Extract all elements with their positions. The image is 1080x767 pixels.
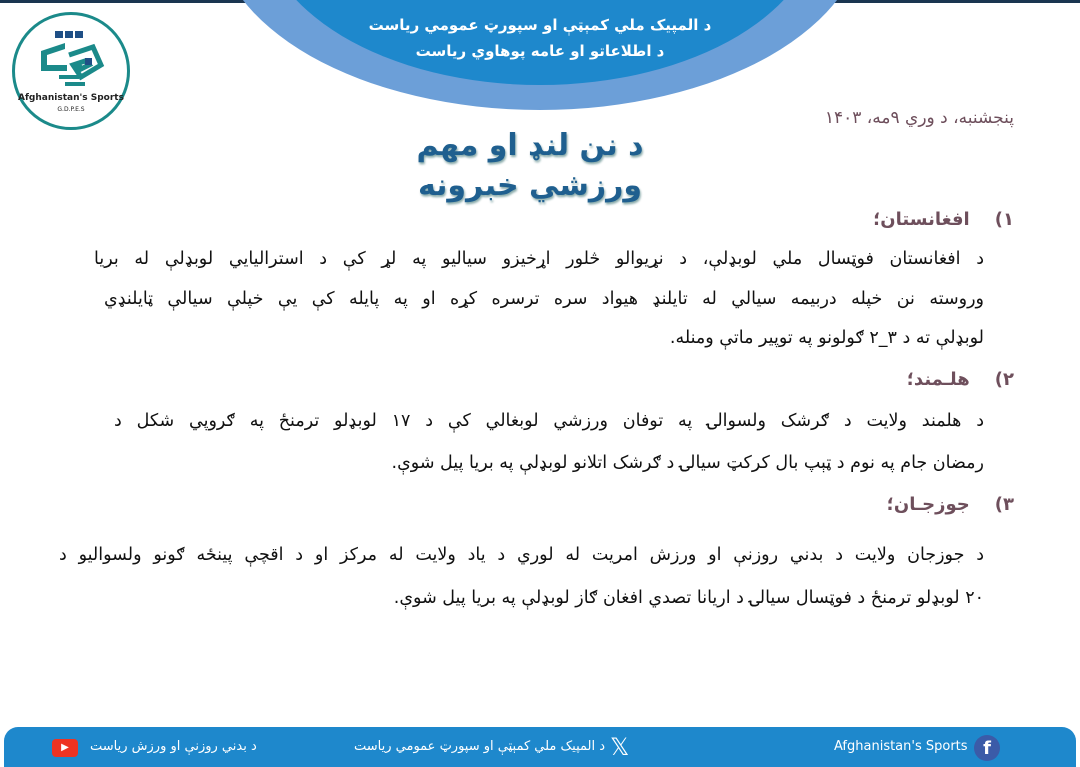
youtube-icon[interactable]: ▶ [52, 739, 78, 757]
section-heading [873, 209, 1014, 230]
x-icon[interactable]: 𝕏 [610, 733, 630, 761]
logo [12, 12, 130, 130]
header-line-1: د المپیک ملي کمېټې او سپورټ عمومي ریاست [368, 16, 712, 34]
facebook-icon[interactable]: f [974, 735, 1000, 761]
section-heading [887, 494, 1014, 515]
logo-subtext: G.D.P.E.S [57, 106, 85, 113]
section-title: افغانستان؛ [873, 209, 970, 230]
title-line-2: ورزشي خبرونه [417, 168, 643, 203]
section-title: جوزجـان؛ [886, 494, 970, 515]
logo-text: Afghanistan's Sports [18, 93, 124, 103]
footer-x-label[interactable]: د المپیک ملي کمېټې او سپورټ عمومي ریاست [354, 739, 606, 754]
paragraph-line: د جوزجان ولایت د بدني روزنې او ورزش امریت له لوري د یاد ولایت له مرکز او د اقچې پینځه ګونو ولسوالیو د [59, 545, 984, 565]
section-title: هلـمند؛ [906, 369, 970, 390]
paragraph-line: د هلمند ولایت د ګرشک ولسوالۍ په توفان ورزشي لوبغالي کې د ۱۷ لوبډلو ترمنځ په ګروپي شکل د [114, 411, 984, 431]
paragraph-line: د افغانستان فوټسال ملي لوبډلې، د نړیوالو څلور اړخیزو سیالیو په لړ کې د استرالیايي لوبډلې له بریا [94, 249, 984, 269]
logo-mark-icon [33, 25, 109, 91]
section-number: ۲) [994, 369, 1014, 390]
page-title [330, 126, 730, 206]
section-heading [907, 369, 1014, 390]
date: پنجشنبه، د وري ۹مه، ۱۴۰۳ [824, 108, 1014, 128]
header-text [310, 12, 770, 64]
footer-bar [4, 727, 1076, 767]
section-number: ۱) [994, 209, 1014, 230]
paragraph-line: رمضان جام په نوم د ټېپ بال کرکټ سیالۍ د ګرشک اتلانو لوبډلې په بریا پیل شوې. [391, 453, 984, 473]
title-line-1: د نن لنډ او مهم [416, 128, 644, 163]
paragraph-line: لوبډلې ته د ۳_۲ ګولونو په توپیر ماتې ومنله. [669, 328, 984, 348]
section-number: ۳) [994, 494, 1014, 515]
paragraph-line: وروسته نن خپله دربیمه سیالي له تایلنډ هیواد سره ترسره کړه او په پایله کې یې خپلې سیالې ټایلنډي [104, 289, 984, 309]
header-line-2: د اطلاعاتو او عامه پوهاوي ریاست [415, 42, 665, 60]
footer-youtube-label[interactable]: د بدني روزنې او ورزش ریاست [90, 739, 257, 754]
paragraph-line: ۲۰ لوبډلو ترمنځ د فوټسال سیالۍ د اریانا تصدي افغان ګاز لوبډلې په بریا پیل شوې. [393, 588, 984, 608]
footer-facebook-label[interactable]: Afghanistan's Sports [834, 739, 968, 754]
